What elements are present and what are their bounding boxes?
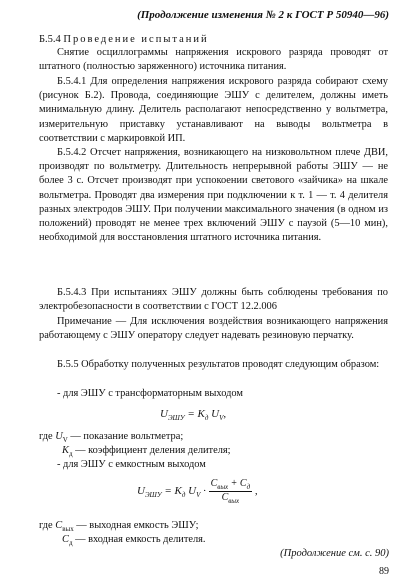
list-item-transformer: - для ЭШУ с трансформаторным выходом — [57, 388, 243, 399]
formula-transformer: $U_{ЭШУ} = K_д$ $U_V$, — [160, 408, 227, 423]
where-output-capacitance: где $C_{вых}$ — выходная емкость ЭШУ; — [39, 520, 199, 534]
where-input-capacitance: $C_д$ — входная емкость делителя. — [62, 534, 206, 548]
section-title: Проведение испытаний — [63, 34, 209, 45]
paragraph-b55: Б.5.5 Обработку полученных результатов проводят следующим образом: — [57, 359, 380, 370]
page-number: 89 — [379, 566, 389, 577]
where-voltmeter: где $U_V$ — показание вольтметра; — [39, 431, 184, 445]
note-paragraph — [39, 315, 388, 343]
section-number: Б.5.4 — [39, 34, 61, 45]
list-item-capacitive: - для ЭШУ с емкостным выходом — [57, 459, 206, 470]
paragraph-b543: Б.5.4.3 При испытаниях ЭШУ должны быть соблюдены требования по электробезопасности в соответствии с ГОСТ 12.2.006 — [39, 287, 388, 313]
where-divider: $K_д$ — коэффициент деления делителя; — [62, 445, 231, 459]
paragraph-intro: Снятие осциллограммы напряжения искрового разряда проводят от штатного (полностью заряженного) источника питания. — [39, 47, 388, 73]
note-text: Примечание — Для исключения воздействия возникающего напряжения работающему с ЭШУ оператору следует надевать резиновую перчатку. — [39, 316, 388, 342]
fraction: $\frac{C_{вых} + C_д}{C_{вых}}$ — [210, 478, 251, 505]
paragraph-b542: Б.5.4.2 Отсчет напряжения, возникающего на низковольтном плече ДВИ, производят по вольтметру. Длительность непрерывной работы ЭШУ — не более 3 с. Отсчет производят при успокоении светового «зайчика» на шкале вольтметра. Проводят два измерения при подключении к т. 1 — т. 4 делителя разных электродов ЭШУ. При получении максимального значения (в одном из положений) проводят не менее трех включений ЭШУ с паузой (5—10 мин), необходимой для восстановления штатного источника питания. — [39, 147, 388, 244]
formula-capacitive: $U_{ЭШУ} = K_д$ $U_V$ · $\frac{C_{вых} + C_д}{C_{вых}}$ , — [137, 478, 258, 505]
paragraph-b541: Б.5.4.1 Для определения напряжения искрового разряда собирают схему (рисунок Б.2). Провода, соединяющие ЭШУ с делителем, должны иметь минимальную длину. Делитель располагают непосредственно у вольтметра, измерительную приставку устанавливают на выводы вольтметра в соответствии с маркировкой ИП. — [39, 76, 388, 144]
continuation-note: (Продолжение см. с. 90) — [280, 548, 389, 559]
running-header: (Продолжение изменения № 2 к ГОСТ Р 50940—96) — [137, 9, 389, 21]
section-heading — [39, 34, 209, 45]
